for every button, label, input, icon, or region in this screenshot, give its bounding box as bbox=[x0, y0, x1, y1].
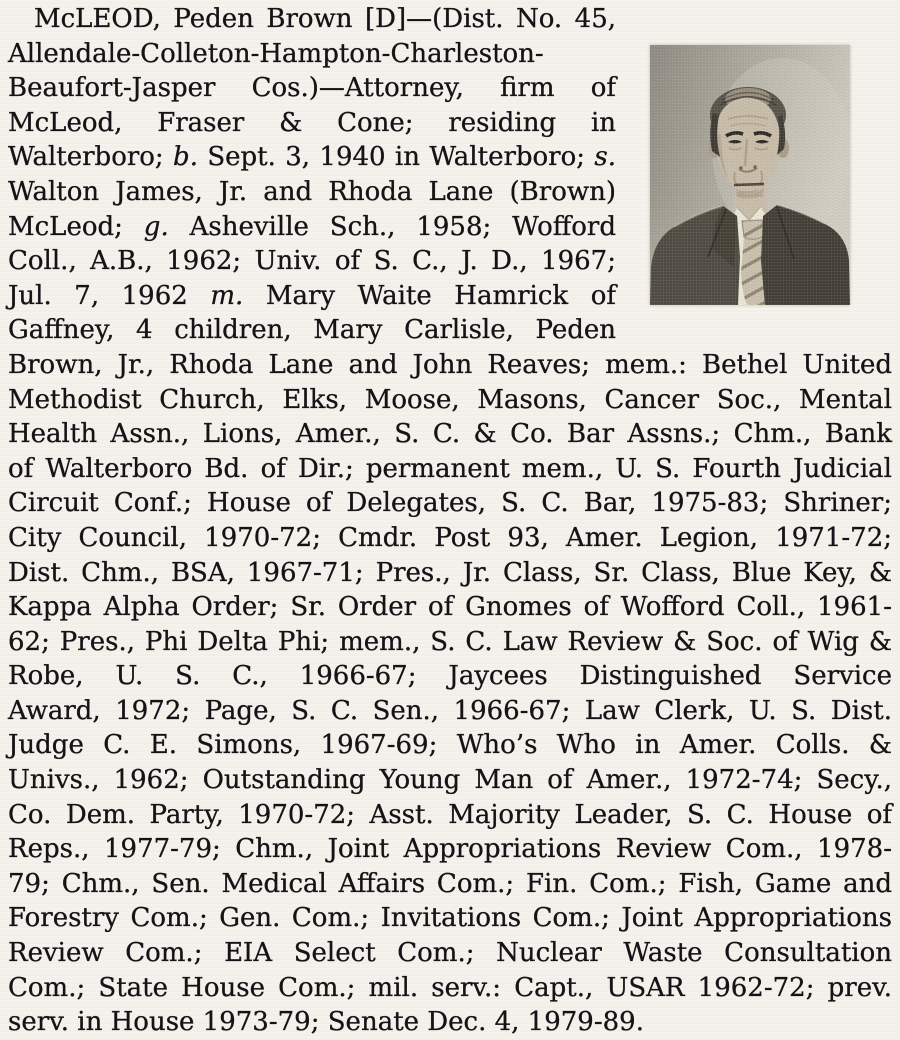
text-segment: Kappa Alpha Order; Sr. Order of Gnomes of Wofford Coll., 1961- bbox=[8, 592, 892, 623]
text-line bbox=[8, 140, 616, 175]
text-line bbox=[8, 659, 892, 694]
text-segment: Beaufort-Jasper Cos.)—Attorney, firm of bbox=[8, 73, 616, 104]
text-line bbox=[8, 763, 892, 798]
text-segment: Health Assn., Lions, Amer., S. C. & Co. Bar Assns.; Chm., Bank bbox=[8, 419, 892, 450]
text-segment: serv. in House 1973-79; Senate Dec. 4, 1979-89. bbox=[8, 1007, 644, 1038]
text-segment: Award, 1972; Page, S. C. Sen., 1966-67; Law Clerk, U. S. Dist. bbox=[8, 695, 892, 726]
abbreviation-italic: b. bbox=[173, 142, 198, 173]
text-line bbox=[8, 244, 616, 279]
text-segment: McLeod; bbox=[8, 211, 144, 242]
text-line bbox=[8, 590, 892, 625]
text-segment: Jul. 7, 1962 bbox=[8, 280, 211, 311]
text-segment: of Walterboro Bd. of Dir.; permanent mem., U. S. Fourth Judicial bbox=[8, 453, 892, 484]
abbreviation-italic: m. bbox=[210, 280, 244, 311]
text-line bbox=[8, 521, 892, 556]
text-line bbox=[8, 694, 892, 729]
abbreviation-italic: g. bbox=[143, 211, 169, 242]
text-line bbox=[8, 728, 892, 763]
text-line bbox=[8, 106, 616, 141]
text-line bbox=[8, 210, 616, 245]
text-segment: 62; Pres., Phi Delta Phi; mem., S. C. Law Review & Soc. of Wig & bbox=[8, 626, 892, 657]
text-line bbox=[8, 37, 616, 72]
text-line bbox=[8, 175, 616, 210]
text-line bbox=[8, 832, 892, 867]
text-line bbox=[8, 901, 892, 936]
text-segment: Gaffney, 4 children, Mary Carlisle, Peden bbox=[8, 315, 616, 346]
text-segment: Walton James, Jr. and Rhoda Lane (Brown) bbox=[8, 176, 616, 207]
text-line bbox=[8, 2, 616, 37]
text-segment: Reps., 1977-79; Chm., Joint Appropriations Review Com., 1978- bbox=[8, 834, 892, 865]
text-line bbox=[8, 556, 892, 591]
text-line bbox=[8, 486, 892, 521]
text-segment: Allendale-Colleton-Hampton-Charleston- bbox=[8, 38, 544, 69]
text-segment: City Council, 1970-72; Cmdr. Post 93, Amer. Legion, 1971-72; bbox=[8, 522, 892, 553]
text-line bbox=[8, 348, 892, 383]
text-segment: Mary Waite Hamrick of bbox=[243, 280, 616, 311]
text-segment: 79; Chm., Sen. Medical Affairs Com.; Fin. Com.; Fish, Game and bbox=[8, 868, 892, 899]
text-segment: Forestry Com.; Gen. Com.; Invitations Com.; Joint Appropriations bbox=[8, 903, 892, 934]
text-segment: Judge C. E. Simons, 1967-69; Who’s Who in Amer. Colls. & bbox=[8, 730, 892, 761]
text-segment: Review Com.; EIA Select Com.; Nuclear Waste Consultation bbox=[8, 938, 892, 969]
text-segment: Methodist Church, Elks, Moose, Masons, Cancer Soc., Mental bbox=[8, 384, 892, 415]
text-line bbox=[8, 417, 892, 452]
text-segment: Co. Dem. Party, 1970-72; Asst. Majority Leader, S. C. House of bbox=[8, 799, 892, 830]
text-segment: McLeod, Fraser & Cone; residing in bbox=[8, 107, 616, 138]
text-line bbox=[8, 798, 892, 833]
text-segment: Asheville Sch., 1958; Wofford bbox=[168, 211, 616, 242]
text-line bbox=[8, 313, 616, 348]
text-segment: Circuit Conf.; House of Delegates, S. C. Bar, 1975-83; Shriner; bbox=[8, 488, 892, 519]
text-segment: Walterboro; bbox=[8, 142, 174, 173]
text-line bbox=[8, 867, 892, 902]
text-segment: Dist. Chm., BSA, 1967-71; Pres., Jr. Class, Sr. Class, Blue Key, & bbox=[8, 557, 892, 588]
text-line bbox=[8, 71, 616, 106]
abbreviation-italic: s. bbox=[594, 142, 616, 173]
text-segment: McLEOD, Peden Brown [D]—(Dist. No. 45, bbox=[34, 4, 616, 34]
text-segment: Robe, U. S. C., 1966-67; Jaycees Distinguished Service bbox=[8, 661, 892, 692]
text-segment: Brown, Jr., Rhoda Lane and John Reaves; mem.: Bethel United bbox=[8, 349, 892, 380]
text-line bbox=[8, 452, 892, 487]
text-line bbox=[8, 936, 892, 971]
text-segment: Univs., 1962; Outstanding Young Man of Amer., 1972-74; Secy., bbox=[8, 765, 892, 796]
text-line bbox=[8, 383, 892, 418]
text-line bbox=[8, 625, 892, 660]
portrait-photo bbox=[650, 45, 850, 305]
text-segment: Coll., A.B., 1962; Univ. of S. C., J. D., 1967; bbox=[8, 246, 616, 277]
portrait-illustration bbox=[650, 45, 850, 305]
text-line bbox=[8, 279, 616, 314]
text-line bbox=[8, 1005, 892, 1040]
text-segment: Sept. 3, 1940 in Walterboro; bbox=[197, 142, 595, 173]
text-segment: Com.; State House Com.; mil. serv.: Capt., USAR 1962-72; prev. bbox=[8, 972, 892, 1003]
text-line bbox=[8, 971, 892, 1006]
